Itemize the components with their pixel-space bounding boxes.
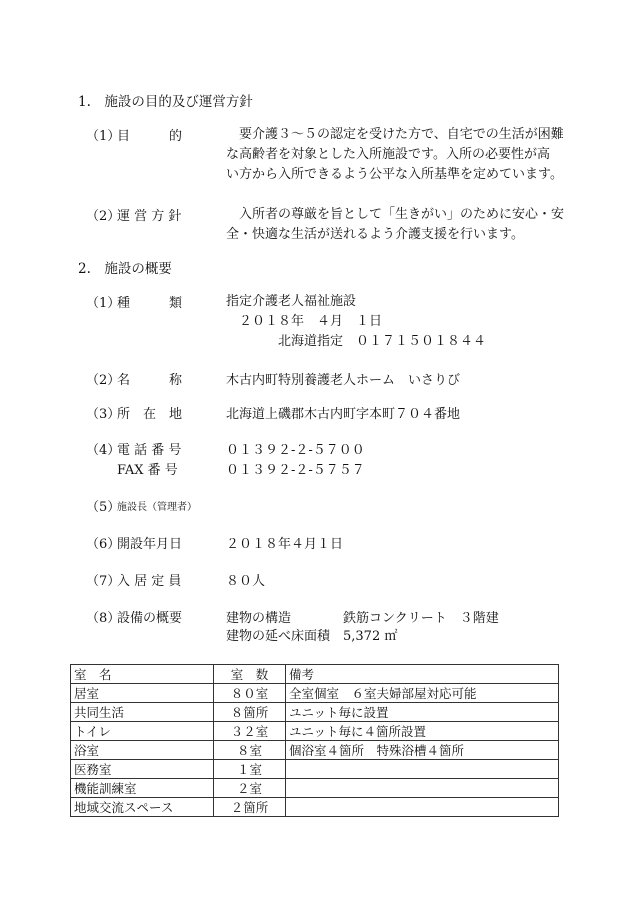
- name-number: （2）: [86, 373, 121, 388]
- header-notes: 備考: [286, 665, 559, 684]
- table-row: [71, 798, 559, 817]
- opening-label: 開設年月日: [117, 537, 183, 552]
- room-notes: 個浴室４箇所 特殊浴槽４箇所: [286, 741, 559, 760]
- room-name: 機能訓練室: [71, 779, 214, 798]
- header-room-name: 室 名: [71, 665, 214, 684]
- director-number: （5）: [86, 500, 121, 515]
- phone-value: ０１３９２-２-５７００: [226, 443, 365, 458]
- room-notes: 全室個室 ６室夫婦部屋対応可能: [286, 684, 559, 703]
- purpose-line: 要介護３～５の認定を受けた方で、自宅での生活が困難: [226, 127, 564, 142]
- opening-date: ２０１８年４月１日: [226, 537, 344, 552]
- room-name: 共同生活: [71, 703, 214, 722]
- director-label: 施設長（管理者）: [117, 502, 197, 513]
- designation-number: 北海道指定 ０１７１５０１８４４: [226, 334, 487, 349]
- address-label: 所 在 地: [117, 407, 183, 422]
- room-name: 医務室: [71, 760, 214, 779]
- section-2-title: 2. 施設の概要: [78, 261, 172, 277]
- policy-line: 全・快適な生活が送れるよう介護支援を行います。: [226, 227, 524, 242]
- room-notes: [286, 779, 559, 798]
- designation-date: ２０１８年 ４月 １日: [226, 314, 383, 329]
- room-name: 地域交流スペース: [71, 798, 214, 817]
- phone-label: 電 話 番 号: [117, 443, 182, 458]
- building-structure: 建物の構造 鉄筋コンクリート ３階建: [226, 611, 499, 626]
- name-label: 名 称: [117, 373, 183, 388]
- type-value: [226, 292, 486, 352]
- equipment-label: 設備の概要: [117, 611, 183, 626]
- purpose-label: 目 的: [117, 129, 183, 144]
- purpose-text: [226, 125, 564, 185]
- header-room-count: 室 数: [214, 665, 286, 684]
- room-count: ８室: [214, 741, 286, 760]
- address-value: 北海道上磯郡木古内町字本町７０４番地: [226, 407, 461, 422]
- purpose-number: （1）: [86, 129, 121, 144]
- opening-number: （6）: [86, 537, 121, 552]
- policy-text: [226, 205, 564, 245]
- room-name: トイレ: [71, 722, 214, 741]
- room-notes: ユニット毎に設置: [286, 703, 559, 722]
- table-row: [71, 684, 559, 703]
- room-count: ２室: [214, 779, 286, 798]
- address-number: （3）: [86, 407, 121, 422]
- room-name: 居室: [71, 684, 214, 703]
- room-count: ８箇所: [214, 703, 286, 722]
- phone-number-index: （4）: [86, 443, 121, 458]
- policy-label: 運 営 方 針: [117, 209, 182, 224]
- room-name: 浴室: [71, 741, 214, 760]
- capacity-number: （7）: [86, 574, 121, 589]
- table-row: [71, 760, 559, 779]
- table-row: [71, 779, 559, 798]
- facility-name: 木古内町特別養護老人ホーム いさりび: [226, 373, 461, 388]
- room-count: ２箇所: [214, 798, 286, 817]
- floor-area: 建物の延べ床面積 5,372 ㎡: [226, 629, 398, 644]
- room-count: ８０室: [214, 684, 286, 703]
- room-notes: ユニット毎に４箇所設置: [286, 722, 559, 741]
- policy-line: 入所者の尊厳を旨として「生きがい」のために安心・安: [226, 207, 565, 222]
- section-1-title: 1. 施設の目的及び運営方針: [78, 94, 253, 110]
- table-row: [71, 741, 559, 760]
- type-number: （1）: [86, 296, 121, 311]
- fax-label: FAX 番 号: [117, 463, 178, 478]
- purpose-line: い方から入所できるよう公平な入所基準を定めています。: [226, 167, 563, 182]
- capacity-value: ８０人: [226, 574, 266, 589]
- equipment-number: （8）: [86, 611, 121, 626]
- room-notes: [286, 760, 559, 779]
- table-row: [71, 703, 559, 722]
- purpose-line: な高齢者を対象とした入所施設です。入所の必要性が高: [226, 147, 550, 162]
- type-line: 指定介護老人福祉施設: [226, 294, 357, 309]
- table-row: [71, 722, 559, 741]
- capacity-label: 入 居 定 員: [117, 574, 182, 589]
- room-notes: [286, 798, 559, 817]
- table-header-row: [71, 665, 559, 684]
- room-count: ３２室: [214, 722, 286, 741]
- type-label: 種 類: [117, 296, 183, 311]
- fax-value: ０１３９２-２-５７５７: [226, 463, 365, 478]
- room-count: １室: [214, 760, 286, 779]
- policy-number: （2）: [86, 209, 121, 224]
- facilities-table: [70, 664, 559, 817]
